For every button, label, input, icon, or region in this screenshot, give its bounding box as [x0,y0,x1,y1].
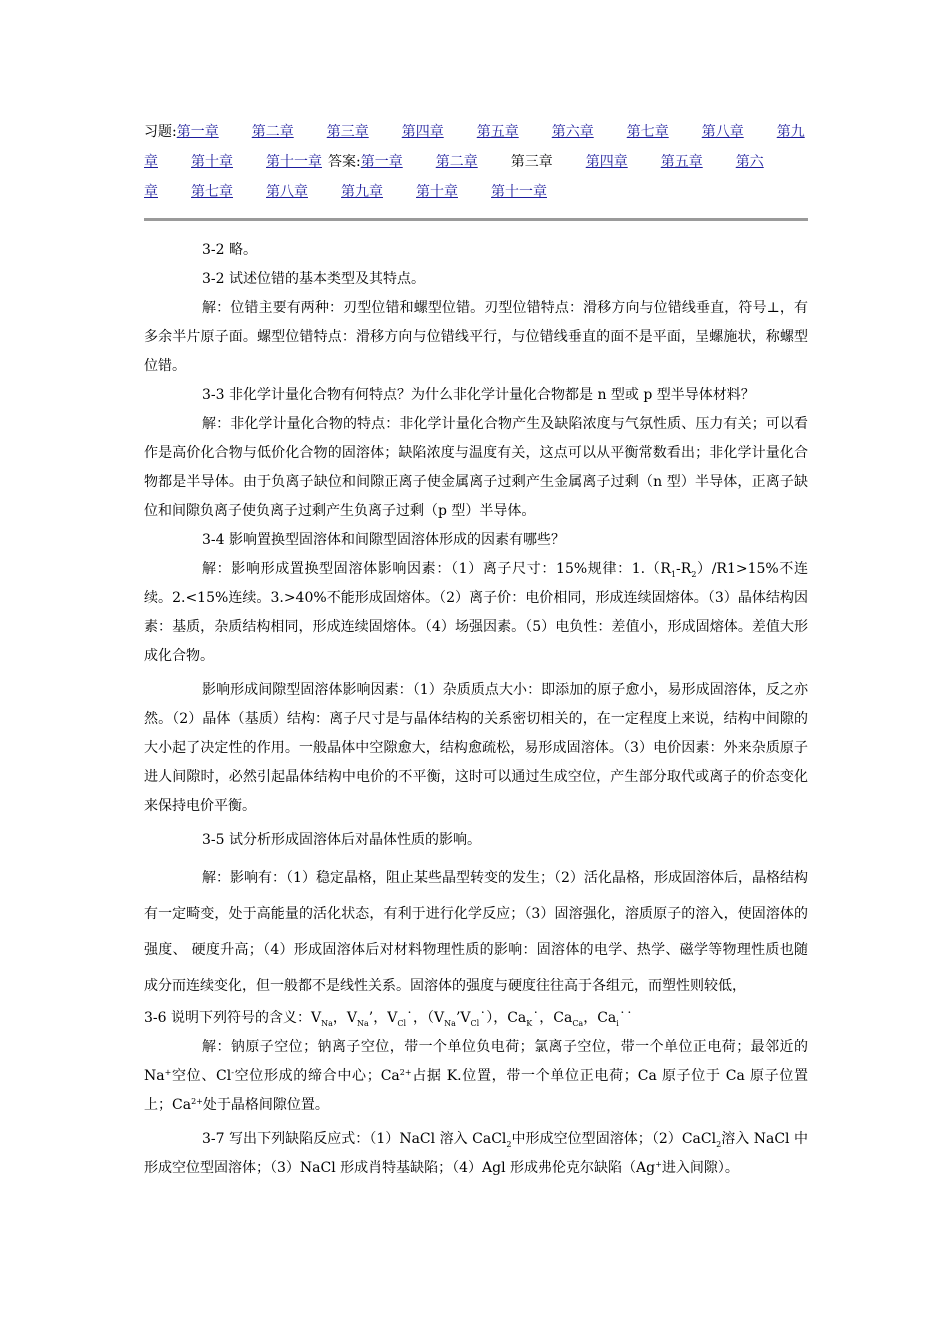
answer-3-4: 解：影响形成置换型固溶体影响因素：（1）离子尺寸：15%规律：$1.(R_1-R_2)/R1>15\%$不连续。2.<15%连续。3.>40%不能形成固熔体。（2）离子价：电价相同，形成连续固熔体。（3）晶体结构因素：基质，杂质结构相同，形成连续固熔体。（4）场强因素。（5）电负性：差值小，形成固熔体。差值大形成化合物。 [144,561,809,664]
document-body [144,236,808,1183]
question-3-5: 3-5 试分析形成固溶体后对晶体性质的影响。 [202,832,481,848]
answer-link-9[interactable]: 第九章 [341,184,383,200]
answer-link-6[interactable]: 第六章 [144,154,764,200]
answer-link-8[interactable]: 第八章 [266,184,308,200]
answer-3-6: 解：钠原子空位；钠离子空位，带一个单位负电荷；氯离子空位，带一个单位正电荷；最邻近的 Na+空位、Cl-空位形成的缔合中心；$Ca^{2+}$占据 K.位置，带一个单位正电荷；Ca 原子位于 Ca 原子位置上；$Ca^{2+}$处于晶格间隙位置。 [144,1039,808,1113]
exercise-link-8[interactable]: 第八章 [701,124,744,140]
answer-link-4[interactable]: 第四章 [585,154,628,170]
chapter-navigation [144,117,808,207]
answers-label: 答案: [328,154,361,170]
question-3-7: 3-7 写出下列缺陷反应式：（1）NaCl 溶入 CaCl$_2$中形成空位型固溶体；（2）CaCl$_2$溶入 NaCl 中形成空位型固溶体；（3）NaCl 形成肖特基缺陷；（4）Agl 形成弗伦克尔缺陷（Ag+进入间隙）。 [144,1131,809,1176]
exercises-label: 习题: [144,124,177,140]
exercise-link-2[interactable]: 第二章 [251,124,294,140]
answer-link-7[interactable]: 第七章 [191,184,233,200]
answer-link-1[interactable]: 第一章 [360,154,403,170]
question-3-1: 3-2 略。 [202,242,257,258]
exercise-link-1[interactable]: 第一章 [176,124,219,140]
answer-link-3[interactable]: 第三章 [510,154,553,170]
answer-link-2[interactable]: 第二章 [435,154,478,170]
exercise-link-11[interactable]: 第十一章 [266,154,322,170]
question-3-4: 3-4 影响置换型固溶体和间隙型固溶体形成的因素有哪些？ [202,532,565,548]
exercise-link-10[interactable]: 第十章 [191,154,233,170]
exercise-link-3[interactable]: 第三章 [326,124,369,140]
question-3-6: 3-6 说明下列符号的含义：$V_{Na}$，$V_{Na}$’，$V_{Cl}˙$，$(V_{Na}’V_{Cl}˙)$，$Ca_K˙$，$Ca_{Ca}$，$Ca_i˙˙$ [144,1010,633,1028]
answer-3-3: 解：非化学计量化合物的特点：非化学计量化合物产生及缺陷浓度与气氛性质、压力有关；可以看作是高价化合物与低价化合物的固溶体；缺陷浓度与温度有关，这点可以从平衡常数看出；非化学计量化合物都是半导体。由于负离子缺位和间隙正离子使金属离子过剩产生金属离子过剩（n 型）半导体，正离子缺位和间隙负离子使负离子过剩产生负离子过剩（p 型）半导体。 [144,416,808,519]
answer-link-11[interactable]: 第十一章 [491,184,547,200]
exercise-link-5[interactable]: 第五章 [476,124,519,140]
exercise-link-7[interactable]: 第七章 [626,124,669,140]
exercise-link-6[interactable]: 第六章 [551,124,594,140]
exercise-link-9[interactable]: 第九章 [144,124,805,170]
question-3-2: 3-2 试述位错的基本类型及其特点。 [202,271,425,287]
answer-link-5[interactable]: 第五章 [660,154,703,170]
answer-3-5: 解：影响有：（1）稳定晶格，阻止某些晶型转变的发生；（2）活化晶格，形成固溶体后，晶格结构有一定畸变，处于高能量的活化状态，有利于进行化学反应；（3）固溶强化，溶质原子的溶入，使固溶体的强度、 硬度升高；（4）形成固溶体后对材料物理性质的影响：固溶体的电学、热学、磁学等物理性质也随成分而连续变化，但一般都不是线性关系。固溶体的强度与硬度往往高于各组元，而塑性则较低， [144,870,808,994]
horizontal-divider [144,218,808,221]
answer-link-10[interactable]: 第十章 [416,184,458,200]
exercise-link-4[interactable]: 第四章 [401,124,444,140]
answer-3-2: 解：位错主要有两种：刃型位错和螺型位错。刃型位错特点：滑移方向与位错线垂直，符号⊥，有多余半片原子面。螺型位错特点：滑移方向与位错线平行，与位错线垂直的面不是平面，呈螺施状，称螺型位错。 [144,300,808,374]
question-3-3: 3-3 非化学计量化合物有何特点？为什么非化学计量化合物都是 n 型或 p 型半导体材料？ [202,387,755,403]
answer-3-4-interstitial: 影响形成间隙型固溶体影响因素：（1）杂质质点大小：即添加的原子愈小，易形成固溶体，反之亦然。（2）晶体（基质）结构：离子尺寸是与晶体结构的关系密切相关的，在一定程度上来说，结构中间隙的大小起了决定性的作用。一般晶体中空隙愈大，结构愈疏松，易形成固溶体。（3）电价因素：外来杂质原子进人间隙时，必然引起晶体结构中电价的不平衡，这时可以通过生成空位，产生部分取代或离子的价态变化来保持电价平衡。 [144,682,808,814]
